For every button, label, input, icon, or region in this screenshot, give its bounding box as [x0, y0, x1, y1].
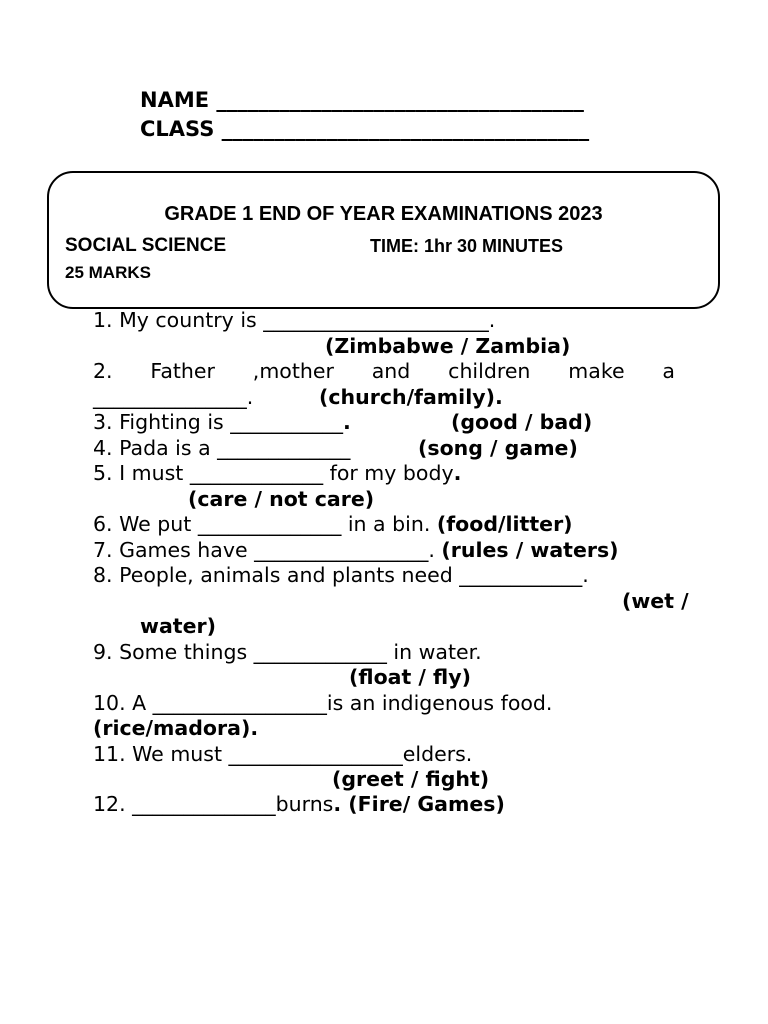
question-10-text: 10. A _________________is an indigenous food.: [93, 691, 553, 715]
question-11: [93, 741, 472, 767]
question-5-options: (care / not care): [188, 487, 375, 511]
q2-word: ,mother: [252, 359, 334, 383]
question-10: [93, 690, 552, 716]
exam-info-box: [47, 171, 720, 309]
question-9-options: (float / fly): [349, 665, 471, 689]
question-11-text: 11. We must _________________elders.: [93, 742, 473, 766]
exam-subject: SOCIAL SCIENCE: [65, 235, 227, 256]
question-3: [93, 409, 351, 435]
question-4-options: (song / game): [418, 436, 578, 460]
question-3-dot: .: [342, 410, 351, 434]
question-6-options: (food/litter): [436, 512, 573, 536]
q2-word: Father: [150, 359, 215, 383]
q2-word: a: [662, 359, 675, 383]
question-12: [93, 791, 505, 817]
question-4: [93, 435, 350, 461]
question-3-text: 3. Fighting is ___________: [93, 410, 343, 434]
question-5-text: 5. I must _____________ for my body: [93, 461, 454, 485]
question-7-options: (rules / waters): [441, 538, 619, 562]
question-8-text: 8. People, animals and plants need ____________.: [93, 563, 589, 587]
question-11-options: (greet / fight): [332, 767, 490, 791]
question-8-options-a: (wet /: [622, 589, 689, 613]
q2-word: children: [448, 359, 531, 383]
question-7-text: 7. Games have _________________.: [93, 538, 435, 562]
question-1: [93, 307, 495, 333]
exam-marks: 25 MARKS: [65, 263, 151, 282]
class-field-line: CLASS ___________________________________: [140, 117, 590, 141]
name-field-line: NAME ___________________________________: [140, 88, 584, 112]
question-10-options: (rice/madora).: [93, 716, 259, 740]
question-6: [93, 511, 573, 537]
question-1-text: 1. My country is ______________________.: [93, 308, 496, 332]
q2-word: make: [568, 359, 625, 383]
q2-word: 2.: [93, 359, 113, 383]
question-5-dot: .: [453, 461, 462, 485]
q2-word: and: [371, 359, 411, 383]
question-12-text: 12. ______________burns: [93, 792, 334, 816]
exam-time: TIME: 1hr 30 MINUTES: [370, 236, 564, 256]
exam-title: GRADE 1 END OF YEAR EXAMINATIONS 2023: [164, 203, 603, 225]
question-5: [93, 460, 461, 486]
question-7: [93, 537, 619, 563]
question-8: [93, 562, 589, 588]
question-2-line-2: [93, 384, 253, 410]
question-9-text: 9. Some things _____________ in water.: [93, 640, 482, 664]
question-2-blank: _______________.: [93, 385, 254, 409]
question-3-options: (good / bad): [451, 410, 593, 434]
question-2-options: (church/family).: [319, 385, 503, 409]
question-9: [93, 639, 482, 665]
question-2: [93, 358, 675, 384]
question-12-options: . (Fire/ Games): [333, 792, 505, 816]
question-1-options: (Zimbabwe / Zambia): [325, 334, 571, 358]
question-4-text: 4. Pada is a _____________: [93, 436, 351, 460]
question-8-options-b: water): [140, 614, 216, 638]
question-6-text: 6. We put ______________ in a bin.: [93, 512, 431, 536]
